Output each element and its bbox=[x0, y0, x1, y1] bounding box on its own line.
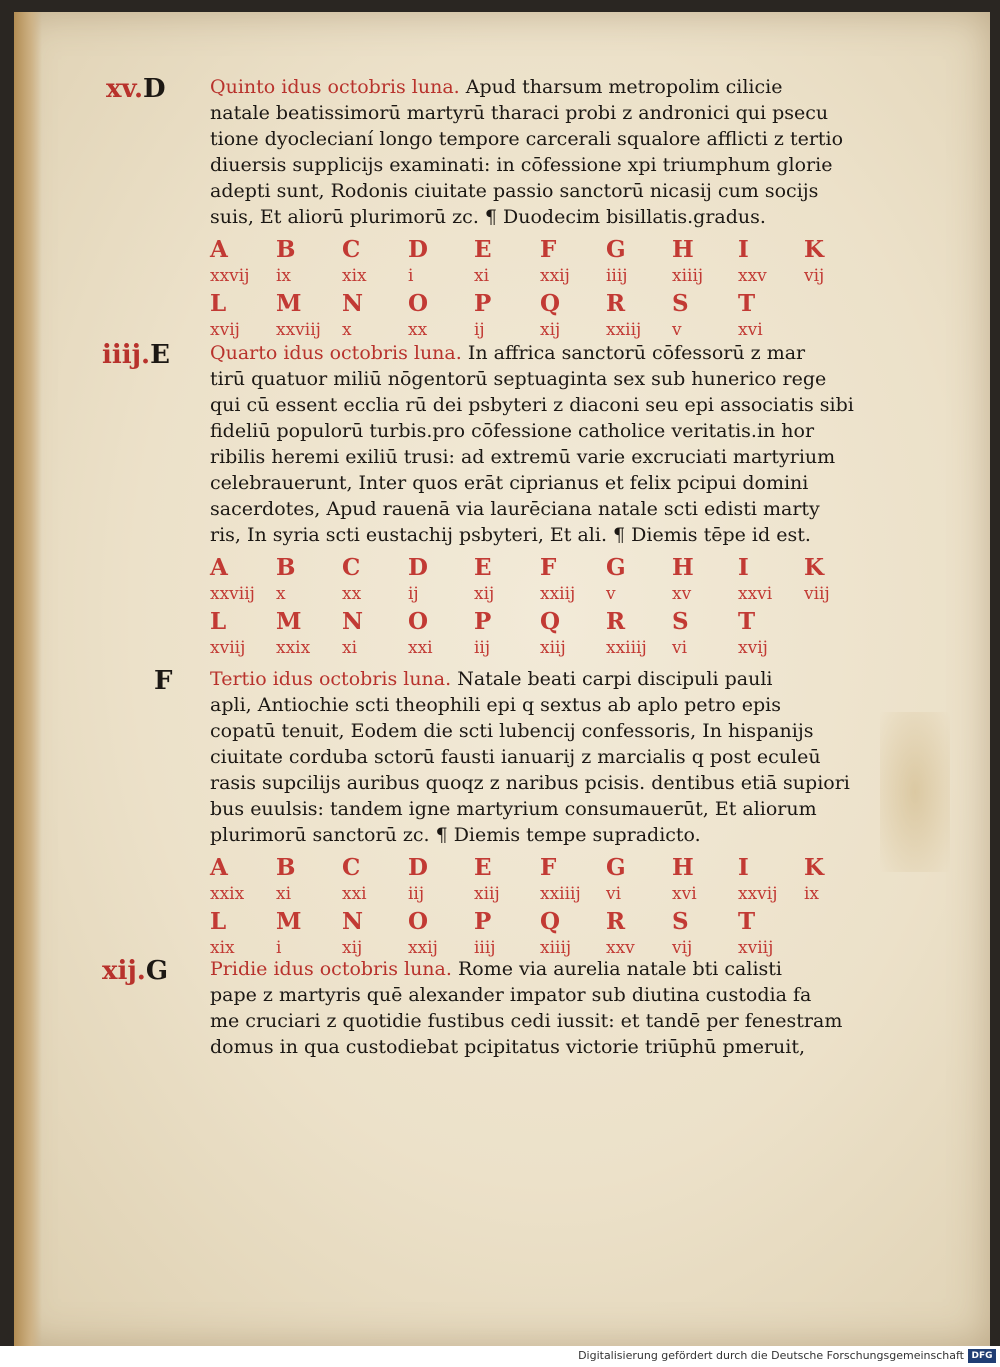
table-letter: C bbox=[342, 854, 361, 881]
page-gutter-shadow bbox=[14, 12, 42, 1346]
table-letter: H bbox=[672, 554, 694, 581]
table-number: xviij bbox=[210, 638, 246, 658]
text-line: ribilis heremi exiliū trusi: ad extremū varie excruciati martyrium bbox=[210, 446, 836, 468]
table-number: xij bbox=[540, 320, 561, 340]
text-line: ciuitate corduba sctorū fausti ianuarij z marcialis q post eculeū bbox=[210, 746, 821, 768]
text-line: suis, Et aliorū plurimorū zc. ¶ Duodecim bisillatis.gradus. bbox=[210, 206, 766, 228]
table-letter: K bbox=[804, 554, 824, 581]
table-letter: H bbox=[672, 236, 694, 263]
dominical-letter: G bbox=[145, 956, 169, 986]
letter-table bbox=[210, 854, 900, 962]
table-number: xxiij bbox=[606, 320, 642, 340]
text-line bbox=[210, 340, 910, 366]
table-number: xvi bbox=[672, 884, 697, 904]
table-letter: S bbox=[672, 608, 689, 635]
table-letter: L bbox=[210, 290, 227, 317]
text-rest: Apud tharsum metropolim cilicie bbox=[465, 76, 783, 98]
table-letter: O bbox=[408, 608, 429, 635]
table-letter: Q bbox=[540, 908, 561, 935]
table-number: ix bbox=[804, 884, 820, 904]
table-number: xx bbox=[408, 320, 428, 340]
table-number: vi bbox=[672, 638, 688, 658]
text-rest: Natale beati carpi discipuli pauli bbox=[457, 668, 773, 690]
table-letter: I bbox=[738, 554, 749, 581]
table-letter: T bbox=[738, 908, 756, 935]
table-number-row bbox=[210, 263, 900, 290]
table-number: xx bbox=[342, 584, 362, 604]
table-letter: D bbox=[408, 854, 428, 881]
dominical-letter: F bbox=[154, 666, 173, 696]
table-number: v bbox=[606, 584, 616, 604]
table-number: i bbox=[276, 938, 282, 958]
dominical-letter: D bbox=[143, 74, 166, 104]
table-number: xxij bbox=[408, 938, 438, 958]
table-letter: N bbox=[342, 908, 364, 935]
table-number: xix bbox=[342, 266, 367, 286]
table-letter: B bbox=[276, 236, 296, 263]
table-number: xxviij bbox=[210, 584, 255, 604]
table-number: ij bbox=[474, 320, 485, 340]
table-letter: P bbox=[474, 290, 492, 317]
table-letter: O bbox=[408, 290, 429, 317]
table-number: xxij bbox=[540, 266, 570, 286]
table-letter: L bbox=[210, 608, 227, 635]
text-line: me cruciari z quotidie fustibus cedi iussit: et tandē per fenestram bbox=[210, 1010, 843, 1032]
table-number: viij bbox=[804, 584, 830, 604]
table-number: v bbox=[672, 320, 682, 340]
table-letter-row bbox=[210, 236, 900, 263]
table-number: iij bbox=[474, 638, 491, 658]
table-number-row bbox=[210, 581, 900, 608]
table-letter: G bbox=[606, 554, 626, 581]
margin-golden-number: xv. bbox=[106, 74, 144, 104]
table-letter: K bbox=[804, 236, 824, 263]
table-letter: O bbox=[408, 908, 429, 935]
entry-text bbox=[210, 74, 910, 230]
table-letter: G bbox=[606, 854, 626, 881]
table-number: xi bbox=[342, 638, 358, 658]
table-number: xxiij bbox=[540, 584, 576, 604]
text-line: fideliū populorū turbis.pro cōfessione catholice veritatis.in hor bbox=[210, 420, 815, 442]
table-letter: C bbox=[342, 554, 361, 581]
table-number: xxix bbox=[210, 884, 245, 904]
table-letter-row bbox=[210, 908, 900, 935]
table-letter: M bbox=[276, 908, 302, 935]
table-number: xi bbox=[276, 884, 292, 904]
table-number: xiij bbox=[540, 638, 566, 658]
table-letter-row bbox=[210, 554, 900, 581]
table-letter: S bbox=[672, 290, 689, 317]
table-number: xv bbox=[672, 584, 692, 604]
text-line: bus euulsis: tandem igne martyrium consumauerūt, Et aliorum bbox=[210, 798, 817, 820]
table-number: xvij bbox=[738, 638, 768, 658]
margin-number bbox=[102, 956, 198, 986]
table-letter: M bbox=[276, 608, 302, 635]
text-line: tirū quatuor miliū nōgentorū septuaginta sex sub hunerico rege bbox=[210, 368, 827, 390]
table-letter: P bbox=[474, 608, 492, 635]
table-letter: C bbox=[342, 236, 361, 263]
table-number: xxvij bbox=[210, 266, 250, 286]
table-letter-row bbox=[210, 854, 900, 881]
rubric-date: Tertio idus octobris luna. bbox=[210, 668, 452, 690]
table-letter: T bbox=[738, 608, 756, 635]
table-number: xiiij bbox=[672, 266, 704, 286]
table-letter-row bbox=[210, 608, 900, 635]
digitization-footer bbox=[0, 1346, 1000, 1367]
table-letter: E bbox=[474, 236, 492, 263]
table-letter: A bbox=[210, 236, 228, 263]
table-letter-row bbox=[210, 290, 900, 317]
letter-table bbox=[210, 554, 900, 662]
table-number: xxvij bbox=[738, 884, 778, 904]
table-letter: B bbox=[276, 554, 296, 581]
table-letter: H bbox=[672, 854, 694, 881]
table-number: xxi bbox=[342, 884, 367, 904]
table-letter: D bbox=[408, 236, 428, 263]
text-line: domus in qua custodiebat pcipitatus victorie triūphū pmeruit, bbox=[210, 1036, 806, 1058]
table-number: x bbox=[276, 584, 286, 604]
table-letter: A bbox=[210, 554, 228, 581]
rubric-date: Quarto idus octobris luna. bbox=[210, 342, 462, 364]
table-letter: N bbox=[342, 608, 364, 635]
table-number: iij bbox=[408, 884, 425, 904]
table-letter: Q bbox=[540, 290, 561, 317]
rubric-date: Pridie idus octobris luna. bbox=[210, 958, 452, 980]
text-line: pape z martyris quē alexander impator sub diutina custodia fa bbox=[210, 984, 812, 1006]
text-line: tione dyoclecianí longo tempore carcerali squalore afflicti z tertio bbox=[210, 128, 844, 150]
table-number: xi bbox=[474, 266, 490, 286]
table-number: i bbox=[408, 266, 414, 286]
dfg-logo: DFG bbox=[968, 1349, 996, 1363]
text-line: plurimorū sanctorū zc. ¶ Diemis tempe supradicto. bbox=[210, 824, 701, 846]
table-number: ix bbox=[276, 266, 292, 286]
table-letter: D bbox=[408, 554, 428, 581]
table-letter: F bbox=[540, 554, 557, 581]
table-number: vij bbox=[804, 266, 825, 286]
table-number-row bbox=[210, 635, 900, 662]
table-number: xxvi bbox=[738, 584, 773, 604]
table-letter: F bbox=[540, 854, 557, 881]
table-number: vi bbox=[606, 884, 622, 904]
table-number: xvij bbox=[210, 320, 240, 340]
table-number: xvi bbox=[738, 320, 763, 340]
table-letter: P bbox=[474, 908, 492, 935]
table-letter: G bbox=[606, 236, 626, 263]
table-letter: Q bbox=[540, 608, 561, 635]
margin-golden-number: iiij. bbox=[102, 340, 151, 370]
table-letter: R bbox=[606, 608, 626, 635]
entry-text bbox=[210, 956, 910, 1060]
table-number: x bbox=[342, 320, 352, 340]
table-letter: N bbox=[342, 290, 364, 317]
manuscript-page bbox=[14, 12, 990, 1346]
table-letter: R bbox=[606, 908, 626, 935]
text-line: rasis supcilijs auribus quoqz z naribus pcisis. dentibus etiā supiori bbox=[210, 772, 850, 794]
table-number: xxi bbox=[408, 638, 433, 658]
entry-text bbox=[210, 340, 910, 548]
table-letter: F bbox=[540, 236, 557, 263]
text-line: sacerdotes, Apud rauenā via laurēciana natale scti edisti marty bbox=[210, 498, 820, 520]
table-number: xij bbox=[342, 938, 363, 958]
text-line bbox=[210, 956, 910, 982]
letter-table bbox=[210, 236, 900, 344]
text-rest: Rome via aurelia natale bti calisti bbox=[457, 958, 782, 980]
table-number: xxix bbox=[276, 638, 311, 658]
table-number: xxviij bbox=[276, 320, 321, 340]
text-line: qui cū essent ecclia rū dei psbyteri z diaconi seu epi associatis sibi bbox=[210, 394, 854, 416]
table-number: vij bbox=[672, 938, 693, 958]
dominical-letter: E bbox=[150, 340, 170, 370]
table-number: xxv bbox=[738, 266, 767, 286]
margin-number bbox=[106, 74, 202, 104]
table-letter: R bbox=[606, 290, 626, 317]
table-number: xiiij bbox=[540, 938, 572, 958]
text-line: celebrauerunt, Inter quos erāt ciprianus et felix pcipui domini bbox=[210, 472, 809, 494]
text-line bbox=[210, 74, 910, 100]
table-number: xiij bbox=[474, 884, 500, 904]
footer-credit: Digitalisierung gefördert durch die Deutsche Forschungsgemeinschaft bbox=[578, 1349, 964, 1362]
margin-golden-number: xij. bbox=[102, 956, 146, 986]
table-letter: L bbox=[210, 908, 227, 935]
text-line: ris, In syria scti eustachij psbyteri, Et ali. ¶ Diemis tēpe id est. bbox=[210, 524, 811, 546]
table-letter: S bbox=[672, 908, 689, 935]
rubric-date: Quinto idus octobris luna. bbox=[210, 76, 460, 98]
table-number: ij bbox=[408, 584, 419, 604]
table-letter: I bbox=[738, 854, 749, 881]
text-line: copatū tenuit, Eodem die scti lubencij confessoris, In hispanijs bbox=[210, 720, 814, 742]
table-letter: A bbox=[210, 854, 228, 881]
text-line: adepti sunt, Rodonis ciuitate passio sanctorū nicasij cum socijs bbox=[210, 180, 819, 202]
text-line: diuersis supplicijs examinati: in cōfessione xpi triumphum glorie bbox=[210, 154, 833, 176]
text-line: apli, Antiochie scti theophili epi q sextus ab aplo petro epis bbox=[210, 694, 781, 716]
table-number-row bbox=[210, 881, 900, 908]
table-letter: T bbox=[738, 290, 756, 317]
table-letter: E bbox=[474, 554, 492, 581]
table-number: xxiiij bbox=[540, 884, 581, 904]
table-number: xxv bbox=[606, 938, 635, 958]
text-line bbox=[210, 666, 910, 692]
text-line: natale beatissimorū martyrū tharaci probi z andronici qui psecu bbox=[210, 102, 829, 124]
table-number: iiij bbox=[474, 938, 496, 958]
margin-number bbox=[102, 340, 198, 370]
text-rest: In affrica sanctorū cōfessorū z mar bbox=[467, 342, 806, 364]
table-number: iiij bbox=[606, 266, 628, 286]
table-letter: M bbox=[276, 290, 302, 317]
table-number: xix bbox=[210, 938, 235, 958]
table-letter: I bbox=[738, 236, 749, 263]
entry-text bbox=[210, 666, 910, 848]
table-letter: B bbox=[276, 854, 296, 881]
table-letter: E bbox=[474, 854, 492, 881]
table-number: xij bbox=[474, 584, 495, 604]
table-number: xxiiij bbox=[606, 638, 647, 658]
table-letter: K bbox=[804, 854, 824, 881]
table-number: xviij bbox=[738, 938, 774, 958]
